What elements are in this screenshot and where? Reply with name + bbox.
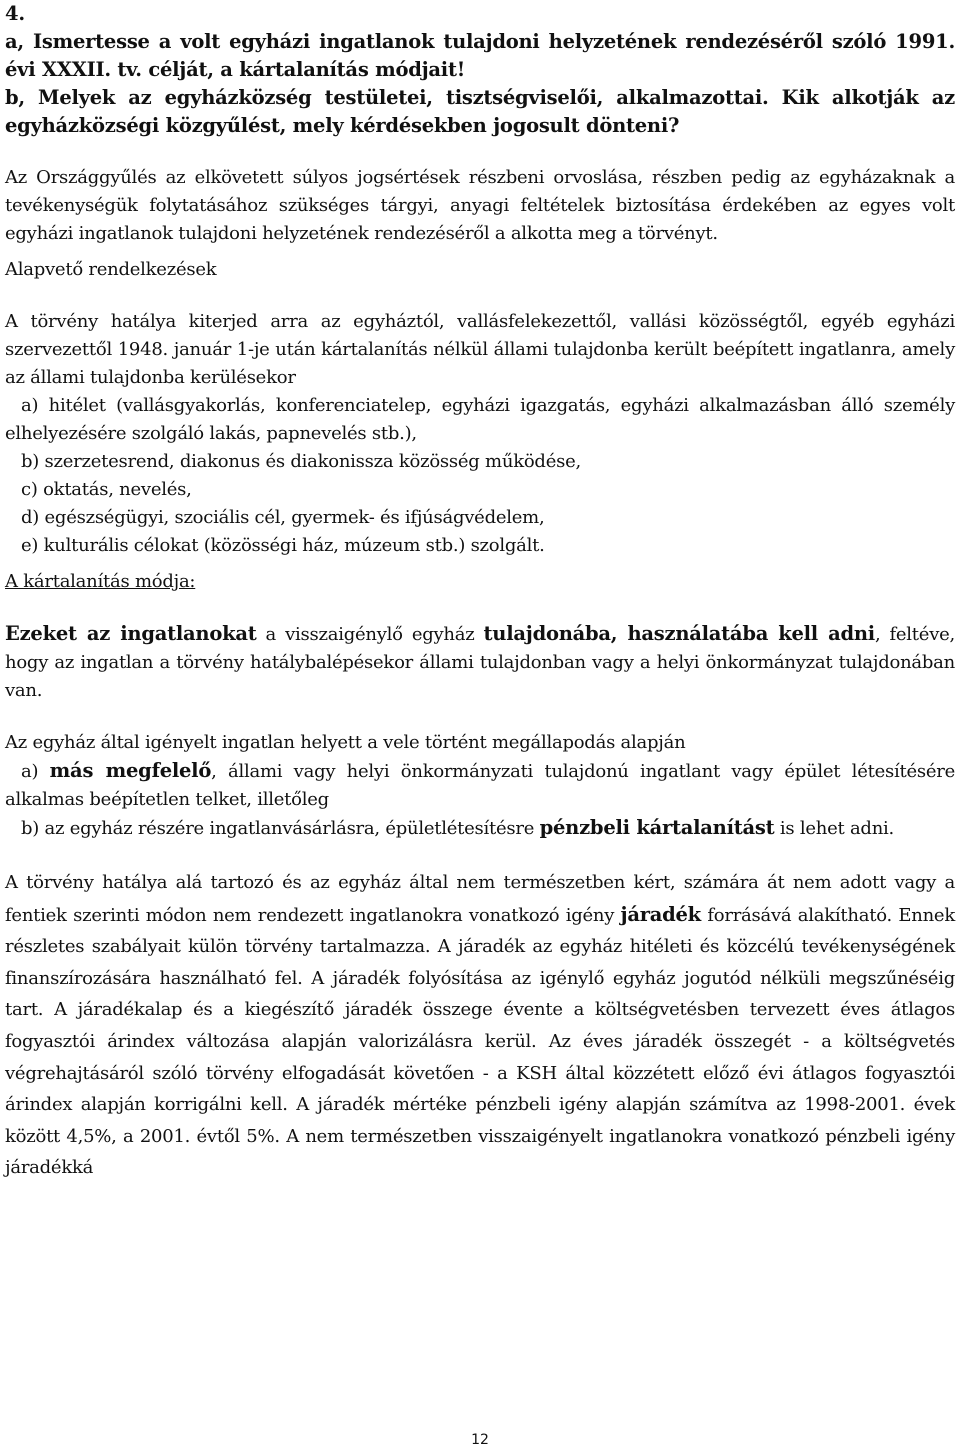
- alternative-b-bold: pénzbeli kártalanítást: [539, 816, 775, 839]
- spacer: [5, 596, 955, 620]
- spacer: [5, 560, 955, 568]
- scope-item-a: a) hitélet (vallásgyakorlás, konferenciatelep, egyházi igazgatás, egyházi alkalmazásban álló személy elhelyezésére szolgáló lakás, papnevelés stb.),: [5, 395, 955, 444]
- annuity-text-1: A törvény hatálya alá tartozó és az egyház által nem természetben kért, számára át nem adott vagy a fentiek szerinti módon nem rendezett ingatlanokra vonatkozó igény: [5, 872, 955, 926]
- return-bold-obligation: tulajdonába, használatába kell adni: [483, 622, 875, 645]
- alternative-intro: Az egyház által igényelt ingatlan helyett a vele történt megállapodás alapján: [5, 732, 686, 753]
- alternative-b-rest: is lehet adni.: [774, 818, 895, 839]
- spacer: [5, 843, 955, 867]
- spacer: [5, 248, 955, 256]
- return-bold-subject: Ezeket az ingatlanokat: [5, 622, 257, 645]
- page-number: 12: [471, 1432, 489, 1448]
- document-page: [5, 0, 955, 1184]
- annuity-paragraph: [5, 867, 955, 1184]
- alternative-a-bold: más megfelelő: [49, 759, 212, 782]
- section-heading-basic-provisions: Alapvető rendelkezések: [5, 259, 217, 280]
- question-number: 4.: [5, 2, 25, 25]
- annuity-bold: járadék: [620, 902, 701, 926]
- scope-item-c: c) oktatás, nevelés,: [21, 479, 192, 500]
- annuity-text-2: forrásává alakítható. Ennek részletes szabályait külön törvény tartalmazza. A járadék az egyház hitéleti és közcélú tevékenységének finanszírozására használható fel. A járadék folyósítása az igénylő egyház jogutód nélküli megszűnéséig tart. A járadékalap és a kiegészítő járadék összege évente a költségvetésben tervezett éves átlagos fogyasztói árindex változása alapján valorizálásra kerül. Az éves járadék összegét - a költségvetés végrehajtásáról szóló törvény elfogadását követően - a KSH által közzétett előző évi átlagos fogyasztói árindex alapján korrigálni kell. A járadék mértéke pénzbeli igény alapján számítva az 1998-2001. évek között 4,5%, a 2001. évtől 5%. A nem természetben visszaigényelt ingatlanokra vonatkozó pénzbeli igény járadékká: [5, 904, 955, 1179]
- scope-paragraph: A törvény hatálya kiterjed arra az egyháztól, vallásfelekezettől, vallási közösségtől, egyéb egyházi szervezettől 1948. január 1-je után kártalanítás nélkül állami tulajdonba került beépített ingatlanra, amely az állami tulajdonba kerülésekor: [5, 311, 955, 388]
- scope-item-d: d) egészségügyi, szociális cél, gyermek- és ifjúságvédelem,: [21, 507, 545, 528]
- spacer: [5, 705, 955, 729]
- return-text-1: a visszaigénylő egyház: [256, 624, 484, 645]
- alternative-b-prefix: b) az egyház részére ingatlanvásárlásra, épületlétesítésre: [21, 818, 540, 839]
- alternative-a-prefix: a): [21, 761, 50, 782]
- question-part-b: b, Melyek az egyházközség testületei, tisztségviselői, alkalmazottai. Kik alkotják az egyházközségi közgyűlést, mely kérdésekben jogosult dönteni?: [5, 86, 955, 137]
- scope-item-e: e) kulturális célokat (közösségi ház, múzeum stb.) szolgált.: [21, 535, 545, 556]
- compensation-heading: A kártalanítás módja:: [5, 571, 196, 592]
- alternative-a-rest: , állami vagy helyi önkormányzati tulajdonú ingatlant vagy épület létesítésére alkalmas beépítetlen telket, illetőleg: [5, 761, 956, 810]
- return-paragraph: [5, 620, 955, 705]
- scope-item-b: b) szerzetesrend, diakonus és diakonissza közösség működése,: [21, 451, 581, 472]
- spacer: [5, 140, 955, 164]
- return-text-2: , feltéve, hogy az ingatlan a törvény hatálybalépésekor állami tulajdonban vagy a helyi önkormányzat tulajdonában van.: [5, 624, 955, 701]
- alternative-b: [5, 814, 955, 843]
- alternative-a: [5, 757, 955, 814]
- intro-paragraph: Az Országgyűlés az elkövetett súlyos jogsértések részbeni orvoslása, részben pedig az egyházaknak a tevékenységük folytatásához szükséges tárgyi, anyagi feltételek biztosítása érdekében az egyes volt egyházi ingatlanok tulajdoni helyzetének rendezéséről a alkotta meg a törvényt.: [5, 167, 955, 244]
- question-part-a: a, Ismertesse a volt egyházi ingatlanok tulajdoni helyzetének rendezéséről szóló 1991. évi XXXII. tv. célját, a kártalanítás módjait!: [5, 30, 955, 81]
- spacer: [5, 284, 955, 308]
